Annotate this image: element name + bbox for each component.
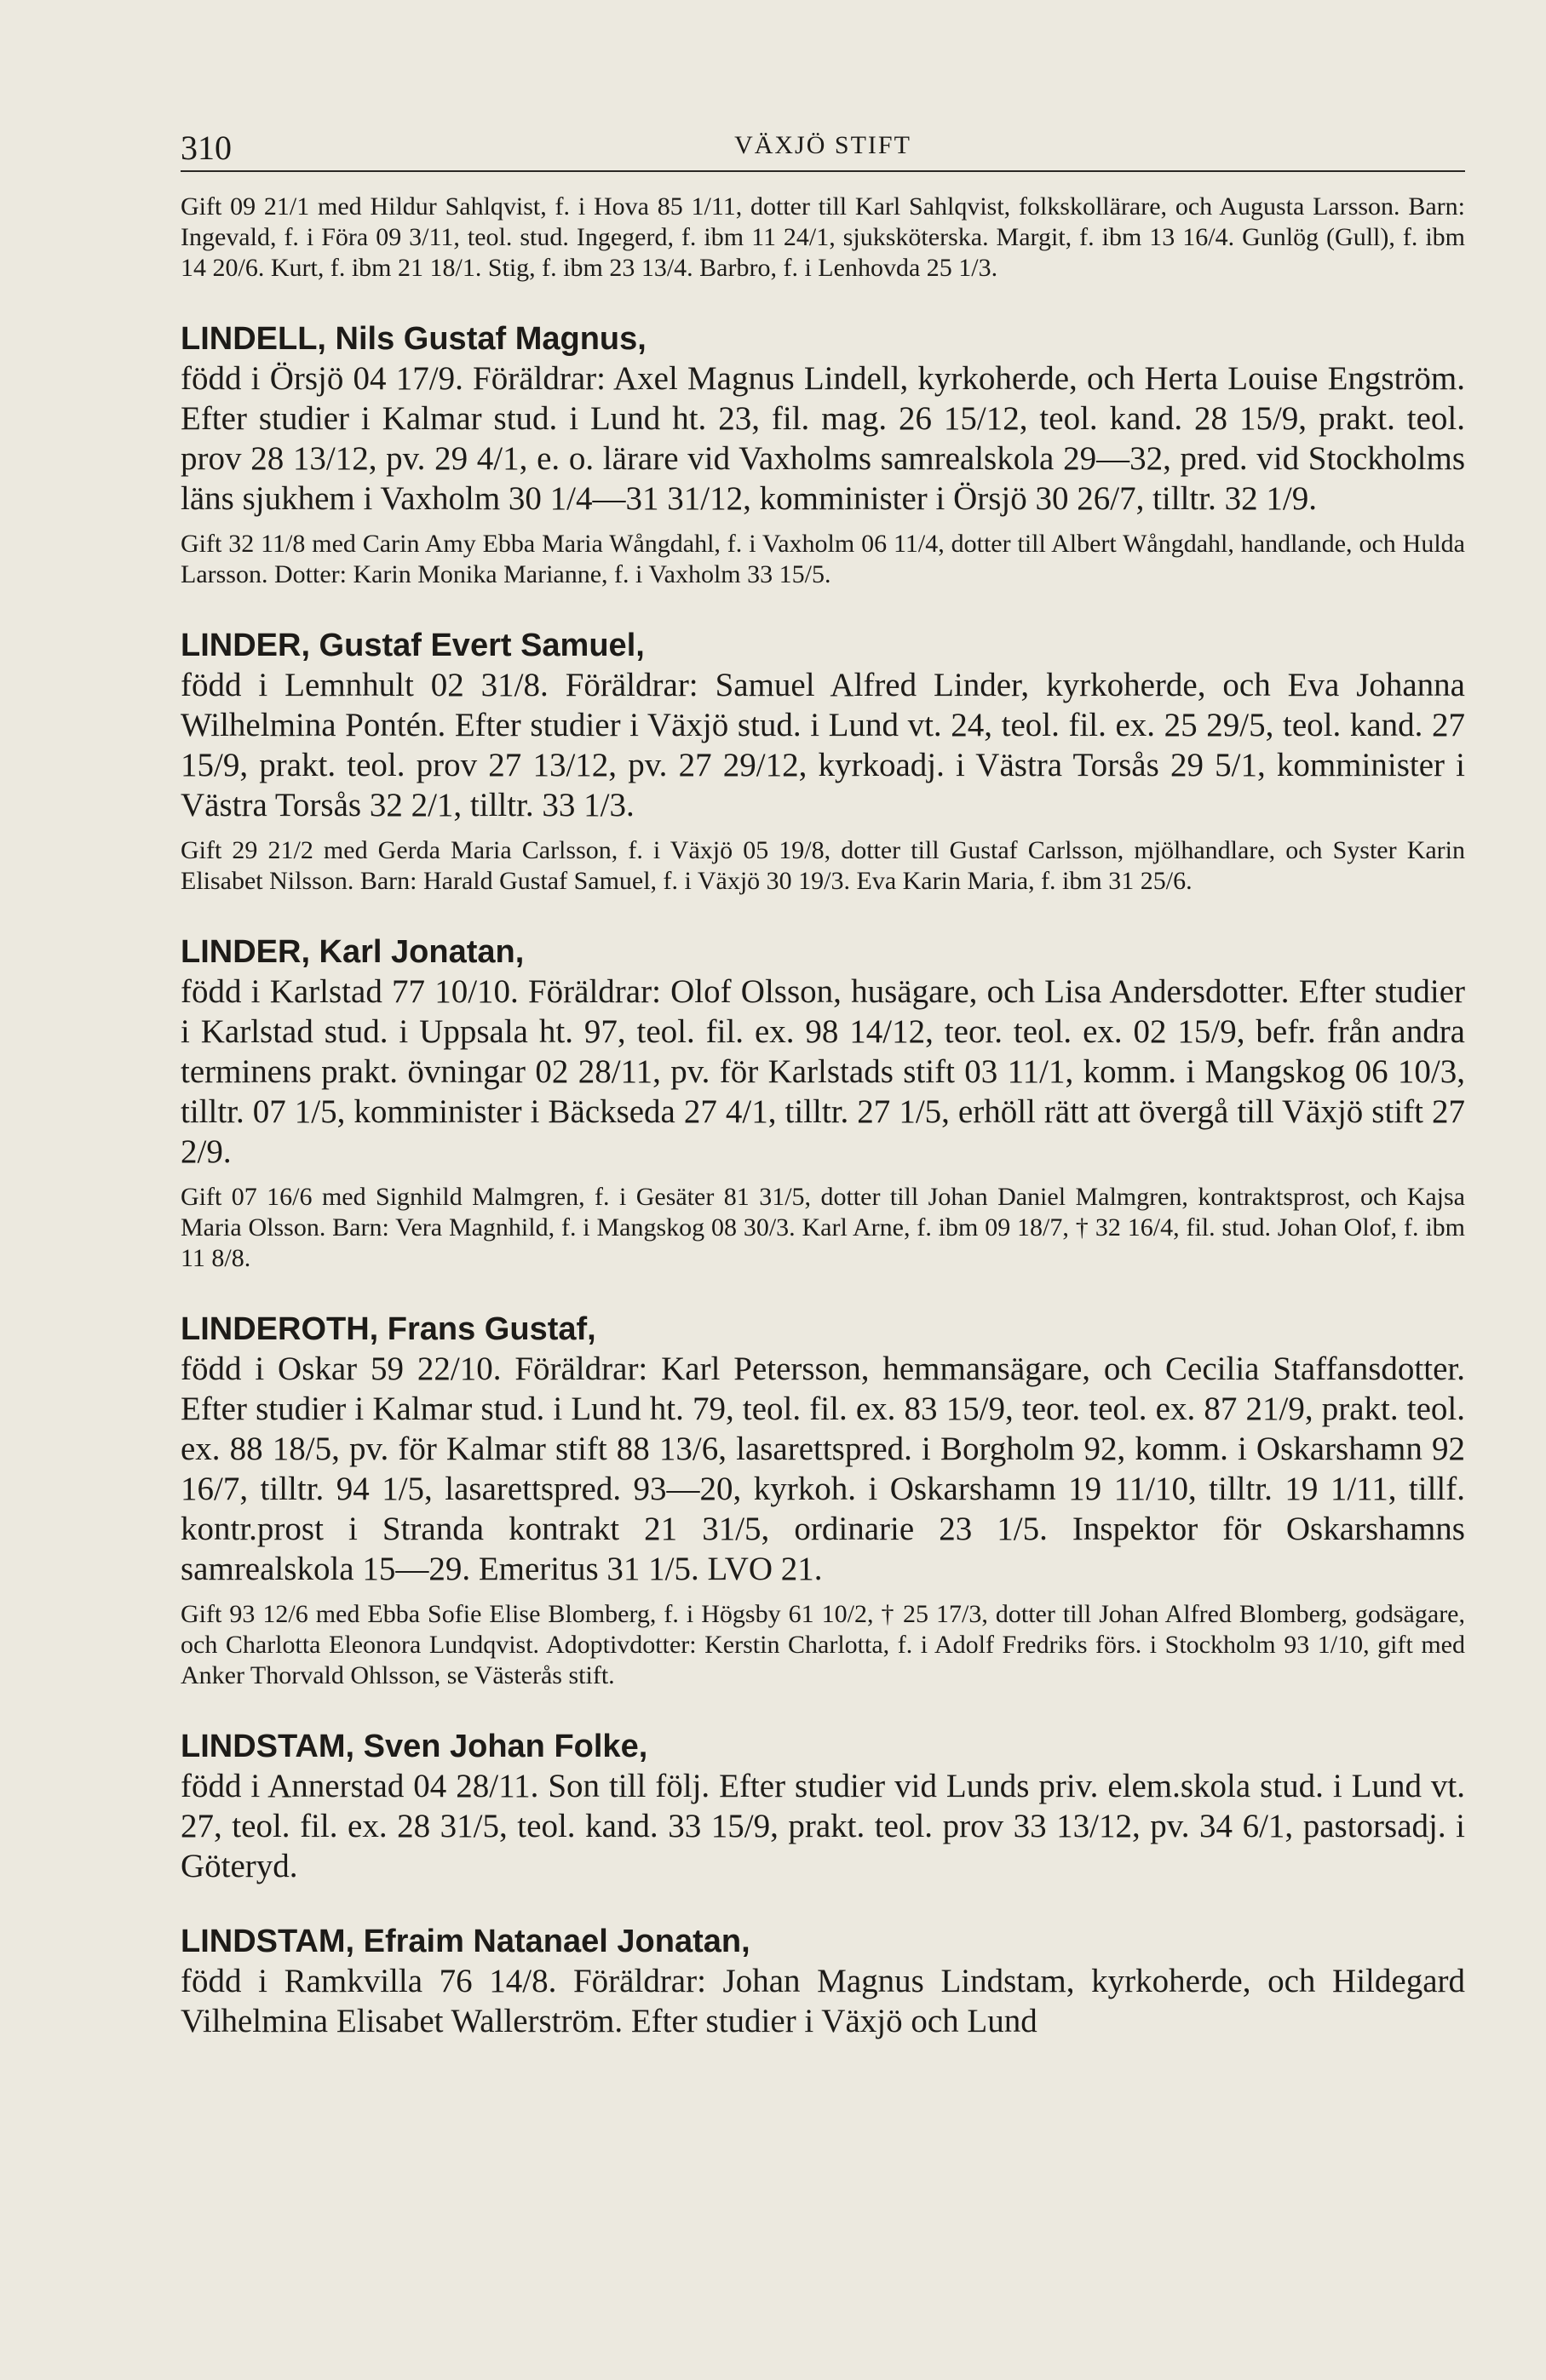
biography-entry — [181, 626, 1465, 897]
entry-bio: född i Annerstad 04 28/11. Son till följ. Efter studier vid Lunds priv. elem.skola stud. i Lund vt. 27, teol. fil. ex. 28 31/5, teol. kand. 33 15/9, prakt. teol. prov 33 13/12, pv. 34 6/1, pastorsadj. i Göteryd. — [181, 1768, 1465, 1884]
biography-entry — [181, 1727, 1465, 1886]
running-title: VÄXJÖ STIFT — [734, 131, 911, 159]
entry-name: LINDSTAM, Sven Johan Folke, — [181, 1729, 648, 1764]
biography-entry — [181, 1310, 1465, 1691]
entry-bio: född i Oskar 59 22/10. Föräldrar: Karl Petersson, hemmansägare, och Cecilia Staffansdotter. Efter studier i Kalmar stud. i Lund ht. 79, teol. fil. ex. 83 15/9, teor. teol. ex. 87 21/9, prakt. teol. ex. 88 18/5, pv. för Kalmar stift 88 13/6, lasarettspred. i Borgholm 92, komm. i Oskarshamn 92 16/7, tilltr. 94 1/5, lasarettspred. 93—20, kyrkoh. i Oskarshamn 19 11/10, tilltr. 19 1/11, tillf. kontr.prost i Stranda kontrakt 21 31/5, ordinarie 23 1/5. Inspektor för Oskarshamns samrealskola 15—29. Emeritus 31 1/5. LVO 21. — [181, 1351, 1465, 1587]
carryover-family-paragraph: Gift 09 21/1 med Hildur Sahlqvist, f. i Hova 85 1/11, dotter till Karl Sahlqvist, folkskollärare, och Augusta Larsson. Barn: Ingevald, f. i Föra 09 3/11, teol. stud. Ingegerd, f. ibm 11 24/1, sjuksköterska. Margit, f. ibm 13 16/4. Gunlög (Gull), f. ibm 14 20/6. Kurt, f. ibm 21 18/1. Stig, f. ibm 23 13/4. Barbro, f. i Lenhovda 25 1/3. — [181, 192, 1465, 282]
entry-family: Gift 29 21/2 med Gerda Maria Carlsson, f. i Växjö 05 19/8, dotter till Gustaf Carlsson, mjölhandlare, och Syster Karin Elisabet Nilsson. Barn: Harald Gustaf Samuel, f. i Växjö 30 19/3. Eva Karin Maria, f. ibm 31 25/6. — [181, 836, 1465, 895]
entry-name: LINDEROTH, Frans Gustaf, — [181, 1311, 596, 1347]
page-number: 310 — [181, 129, 232, 167]
page-content — [181, 192, 1465, 2041]
entry-bio: född i Örsjö 04 17/9. Föräldrar: Axel Magnus Lindell, kyrkoherde, och Herta Louise Engström. Efter studier i Kalmar stud. i Lund ht. 23, fil. mag. 26 15/12, teol. kand. 28 15/9, prakt. teol. prov 28 13/12, pv. 29 4/1, e. o. lärare vid Vaxholms samrealskola 29—32, pred. vid Stockholms läns sjukhem i Vaxholm 30 1/4—31 31/12, komminister i Örsjö 30 26/7, tilltr. 32 1/9. — [181, 360, 1465, 517]
entry-family: Gift 93 12/6 med Ebba Sofie Elise Blomberg, f. i Högsby 61 10/2, † 25 17/3, dotter till Johan Alfred Blomberg, godsägare, och Charlotta Eleonora Lundqvist. Adoptivdotter: Kerstin Charlotta, f. i Adolf Fredriks förs. i Stockholm 93 1/10, gift med Anker Thorvald Ohlsson, se Västerås stift. — [181, 1600, 1465, 1689]
entry-name: LINDER, Karl Jonatan, — [181, 934, 525, 970]
entry-bio: född i Karlstad 77 10/10. Föräldrar: Olof Olsson, husägare, och Lisa Andersdotter. Efter studier i Karlstad stud. i Uppsala ht. 97, teol. fil. ex. 98 14/12, teor. teol. ex. 02 15/9, befr. från andra terminens prakt. övningar 02 28/11, pv. för Karlstads stift 03 11/1, komm. i Mangskog 06 10/3, tilltr. 07 1/5, komminister i Bäckseda 27 4/1, tilltr. 27 1/5, erhöll rätt att övergå till Växjö stift 27 2/9. — [181, 973, 1465, 1170]
entry-bio: född i Ramkvilla 76 14/8. Föräldrar: Johan Magnus Lindstam, kyrkoherde, och Hildegard Vilhelmina Elisabet Wallerström. Efter studier i Växjö och Lund — [181, 1963, 1465, 2039]
entry-name: LINDER, Gustaf Evert Samuel, — [181, 628, 645, 663]
biography-entry — [181, 932, 1465, 1274]
page-header — [181, 128, 1465, 172]
biography-entry — [181, 1922, 1465, 2041]
entry-family: Gift 32 11/8 med Carin Amy Ebba Maria Wångdahl, f. i Vaxholm 06 11/4, dotter till Albert Wångdahl, handlande, och Hulda Larsson. Dotter: Karin Monika Marianne, f. i Vaxholm 33 15/5. — [181, 530, 1465, 588]
biography-entry — [181, 319, 1465, 590]
entry-name: LINDSTAM, Efraim Natanael Jonatan, — [181, 1924, 750, 1959]
entry-family: Gift 07 16/6 med Signhild Malmgren, f. i Gesäter 81 31/5, dotter till Johan Daniel Malmgren, kontraktsprost, och Kajsa Maria Olsson. Barn: Vera Magnhild, f. i Mangskog 08 30/3. Karl Arne, f. ibm 09 18/7, † 32 16/4, fil. stud. Johan Olof, f. ibm 11 8/8. — [181, 1183, 1465, 1272]
entry-name: LINDELL, Nils Gustaf Magnus, — [181, 321, 647, 357]
entry-bio: född i Lemnhult 02 31/8. Föräldrar: Samuel Alfred Linder, kyrkoherde, och Eva Johanna Wilhelmina Pontén. Efter studier i Växjö stud. i Lund vt. 24, teol. fil. ex. 25 29/5, teol. kand. 27 15/9, prakt. teol. prov 27 13/12, pv. 27 29/12, kyrkoadj. i Västra Torsås 29 5/1, komminister i Västra Torsås 32 2/1, tilltr. 33 1/3. — [181, 667, 1465, 823]
